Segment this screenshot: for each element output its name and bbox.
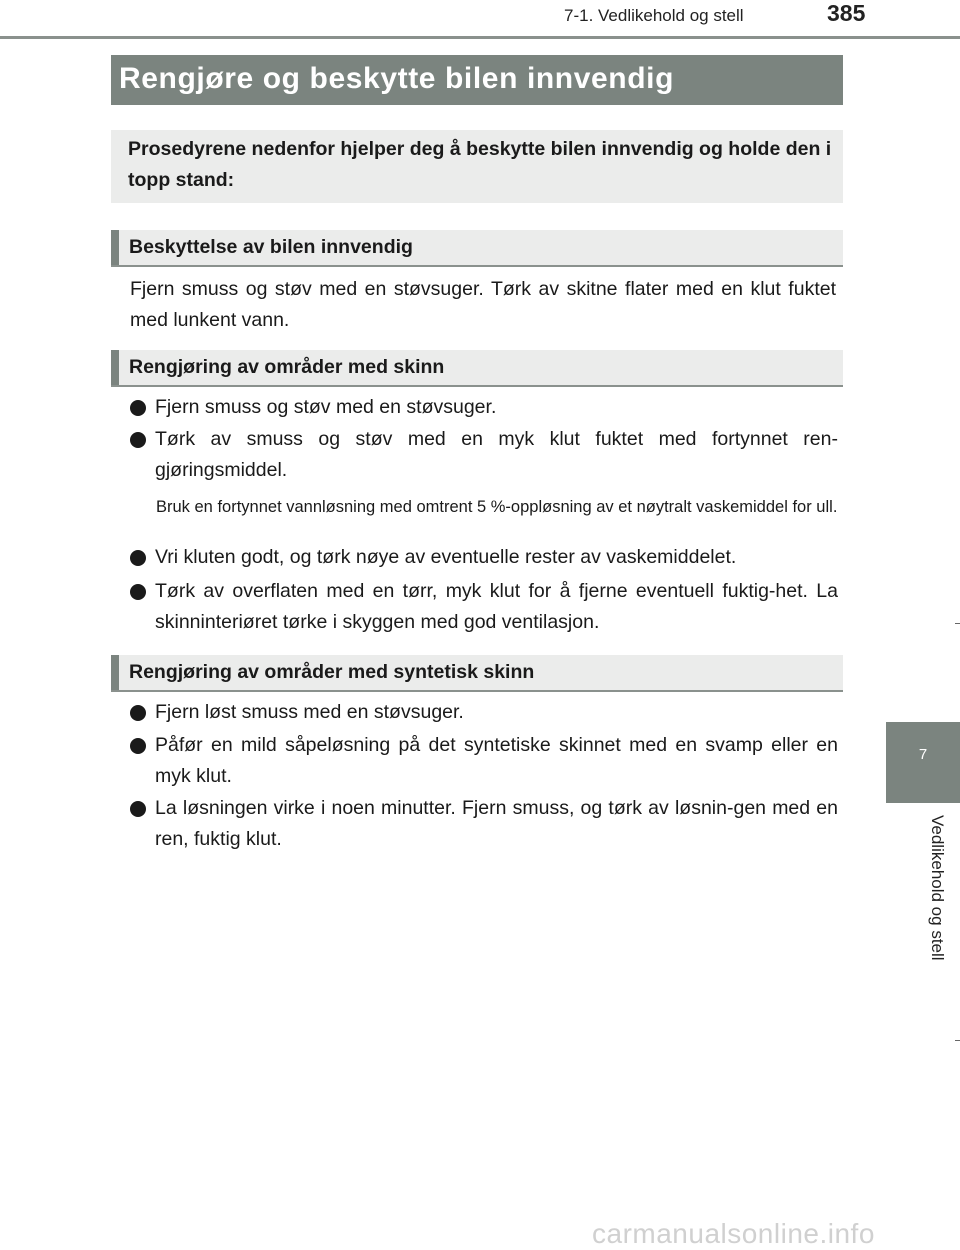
title-bar [111, 55, 843, 105]
bullet-icon [130, 400, 146, 416]
section-heading-synthetic-leather [111, 655, 843, 692]
bullet-icon [130, 801, 146, 817]
list-item-text: Tørk av overflaten med en tørr, myk klut for å fjerne eventuell fuktig-het. La skinninteriøret tørke i skyggen med god ventilasjon. [155, 580, 838, 633]
intro-text: Prosedyrene nedenfor hjelper deg å beskytte bilen innvendig og holde den i topp stand: [128, 138, 832, 191]
section-heading-label: Beskyttelse av bilen innvendig [129, 236, 413, 258]
header-rule [0, 36, 960, 39]
heading-marker [111, 350, 119, 385]
section-heading-protection [111, 230, 843, 267]
list-item [130, 392, 838, 423]
list-item [130, 793, 838, 855]
list-item-text: Fjern løst smuss med en støvsuger. [155, 701, 464, 723]
margin-tick [955, 623, 960, 624]
heading-marker [111, 655, 119, 690]
list-item-text: La løsningen virke i noen minutter. Fjern smuss, og tørk av løsnin-gen med en ren, fuktig klut. [155, 797, 838, 850]
chapter-tab-label: Vedlikehold og stell [928, 815, 947, 961]
page-number: 385 [827, 0, 866, 26]
list-item-text: Påfør en mild såpeløsning på det syntetiske skinnet med en svamp eller en myk klut. [155, 734, 838, 787]
margin-tick [955, 1040, 960, 1041]
list-item [130, 730, 838, 792]
list-item [130, 576, 838, 638]
bullet-icon [130, 738, 146, 754]
list-item-text: Vri kluten godt, og tørk nøye av eventuelle rester av vaskemiddelet. [155, 546, 737, 568]
list-item [130, 542, 838, 573]
note-text: Bruk en fortynnet vannløsning med omtrent 5 %-oppløsning av et nøytralt vaskemiddel for ull. [156, 498, 838, 516]
chapter-tab-number: 7 [918, 746, 928, 763]
bullet-icon [130, 705, 146, 721]
list-item [130, 697, 838, 728]
section-paragraph: Fjern smuss og støv med en støvsuger. Tørk av skitne flater med en klut fuktet med lunkent vann. [130, 278, 836, 331]
chapter-tab [886, 722, 960, 803]
watermark: carmanualsonline.info [592, 1218, 875, 1249]
bullet-icon [130, 432, 146, 448]
heading-marker [111, 230, 119, 265]
list-item-text: Fjern smuss og støv med en støvsuger. [155, 396, 497, 418]
section-heading-leather [111, 350, 843, 387]
list-item [130, 424, 838, 486]
page-title: Rengjøre og beskytte bilen innvendig [119, 62, 675, 95]
bullet-icon [130, 550, 146, 566]
section-heading-label: Rengjøring av områder med syntetisk skinn [129, 661, 535, 683]
intro-box [111, 130, 843, 203]
list-item-text: Tørk av smuss og støv med en myk klut fuktet med fortynnet ren-gjøringsmiddel. [155, 428, 838, 481]
chapter-header: 7-1. Vedlikehold og stell [564, 6, 744, 25]
bullet-icon [130, 584, 146, 600]
section-heading-label: Rengjøring av områder med skinn [129, 356, 445, 378]
